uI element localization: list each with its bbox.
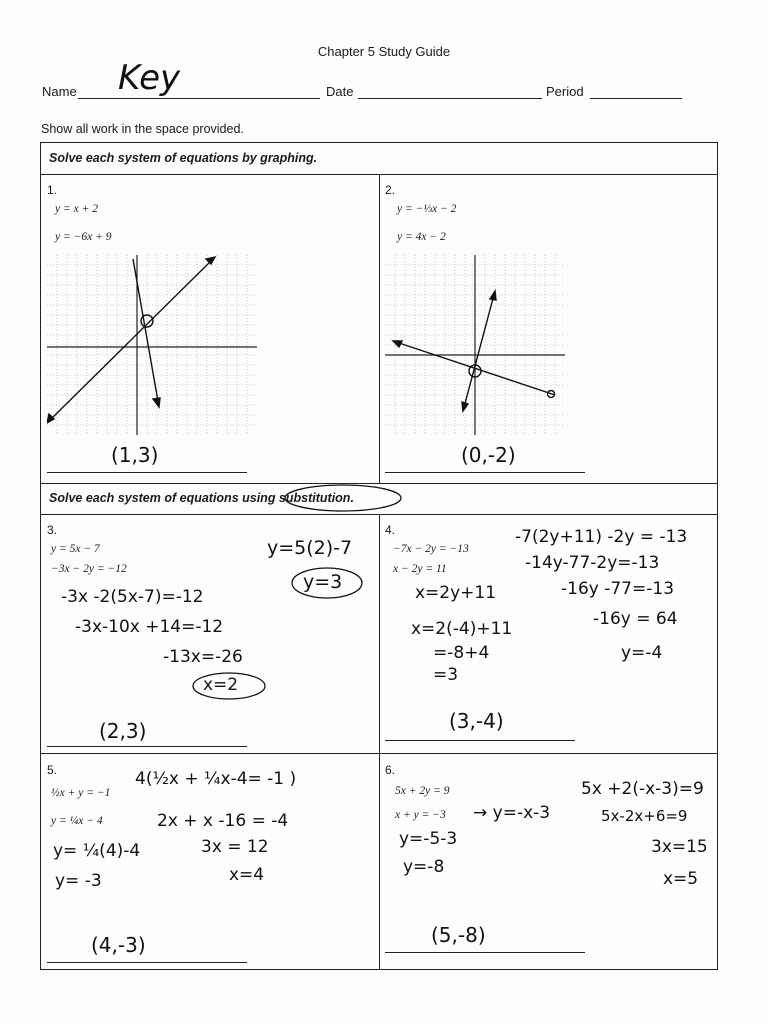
instructions: Show all work in the space provided.: [41, 122, 244, 136]
section-heading-graphing: Solve each system of equations by graphing.: [41, 143, 717, 175]
problem-4-work-line: -14y-77-2y=-13: [525, 553, 660, 573]
problem-4-work-line: x=2(-4)+11: [411, 619, 513, 639]
problem-4-eq2: x − 2y = 11: [393, 563, 447, 575]
problem-4-work-line: x=2y+11: [415, 583, 497, 603]
problem-6-work-line: 5x-2x+6=9: [601, 807, 688, 825]
problem-2-eq2: y = 4x − 2: [397, 231, 446, 243]
problem-3-work-line: y=3: [303, 571, 343, 593]
problem-4-work-line: =-8+4: [433, 643, 490, 663]
problem-3-circle-y: [289, 565, 365, 601]
problem-5-answer: (4,-3): [91, 933, 146, 957]
problem-3-circle-x: [189, 669, 269, 703]
problem-3-number: 3.: [47, 523, 58, 537]
problem-5-work-line: y= ¼(4)-4: [53, 841, 141, 861]
problem-3-work-line: x=2: [203, 675, 239, 695]
period-label: Period: [546, 84, 584, 99]
problem-5-work-line: 4(½x + ¼x-4= -1 ): [135, 769, 297, 789]
name-field[interactable]: [78, 84, 320, 99]
page-title: Chapter 5 Study Guide: [317, 44, 451, 59]
problem-2-line-b: [462, 291, 496, 411]
section-heading-substitution: Solve each system of equations using substitution.: [41, 483, 717, 515]
date-label: Date: [326, 84, 354, 99]
problem-2-answer: (0,-2): [461, 443, 516, 467]
problem-5-answer-line[interactable]: [47, 961, 247, 963]
column-divider: [379, 515, 380, 969]
problem-3-answer-line[interactable]: [47, 745, 247, 747]
problem-6-answer: (5,-8): [431, 923, 486, 947]
period-field[interactable]: [590, 84, 682, 99]
substitution-circle: [281, 481, 411, 517]
problem-5-eq2: y = ¼x − 4: [51, 815, 103, 827]
problem-1-number: 1.: [47, 183, 58, 197]
problem-6-work-line: 5x +2(-x-3)=9: [581, 779, 704, 799]
problem-2-number: 2.: [385, 183, 396, 197]
problem-5-number: 5.: [47, 763, 58, 777]
problem-6-number: 6.: [385, 763, 396, 777]
problem-1-grid: [47, 255, 257, 435]
problem-6-eq1: 5x + 2y = 9: [395, 785, 450, 797]
problem-1-answer: (1,3): [111, 443, 159, 467]
column-divider: [379, 175, 380, 483]
problem-4-answer-line[interactable]: [385, 739, 575, 741]
problem-3-eq1: y = 5x − 7: [51, 543, 100, 555]
problem-6-work-line: → y=-x-3: [473, 803, 551, 823]
problem-6-eq2: x + y = −3: [395, 809, 446, 821]
worksheet-box: [40, 142, 718, 970]
problem-4-work-line: =3: [433, 665, 459, 685]
problem-2-eq1: y = −⅓x − 2: [397, 203, 457, 215]
problem-5-work-line: y= -3: [55, 871, 102, 891]
problem-6-work-line: y=-5-3: [399, 829, 458, 849]
problem-2-answer-line[interactable]: [385, 471, 585, 473]
problem-1-line-a: [47, 257, 215, 423]
problem-5-work-line: 3x = 12: [201, 837, 269, 857]
problem-3-work-line: -3x-10x +14=-12: [75, 617, 224, 637]
problem-4-work-line: -16y -77=-13: [561, 579, 675, 599]
problem-4-eq1: −7x − 2y = −13: [393, 543, 469, 555]
name-value: Key: [118, 58, 181, 98]
problem-4-work-line: -16y = 64: [593, 609, 678, 629]
problem-3-work-line: y=5(2)-7: [267, 537, 353, 559]
name-label: Name: [42, 84, 77, 99]
problem-6-work-line: 3x=15: [651, 837, 708, 857]
problem-4-work-line: -7(2y+11) -2y = -13: [515, 527, 688, 547]
problem-2-graph: [385, 255, 565, 435]
problem-1-graph: [47, 255, 257, 435]
problem-3-work-line: -13x=-26: [163, 647, 243, 667]
problem-1-eq1: y = x + 2: [55, 203, 98, 215]
problem-3-work-line: -3x -2(5x-7)=-12: [61, 587, 204, 607]
problem-4-answer: (3,-4): [449, 709, 504, 733]
problem-1-answer-line[interactable]: [47, 471, 247, 473]
problem-3-answer: (2,3): [99, 719, 147, 743]
problem-5-work-line: x=4: [229, 865, 265, 885]
date-field[interactable]: [358, 84, 542, 99]
problem-5-eq1: ½x + y = −1: [51, 787, 111, 799]
problem-6-work-line: x=5: [663, 869, 699, 889]
problem-6-answer-line[interactable]: [385, 951, 585, 953]
problem-1-eq2: y = −6x + 9: [55, 231, 112, 243]
problem-3-eq2: −3x − 2y = −12: [51, 563, 127, 575]
problem-6-work-line: y=-8: [403, 857, 445, 877]
problem-4-work-line: y=-4: [621, 643, 663, 663]
problem-5-work-line: 2x + x -16 = -4: [157, 811, 289, 831]
problem-4-number: 4.: [385, 523, 396, 537]
